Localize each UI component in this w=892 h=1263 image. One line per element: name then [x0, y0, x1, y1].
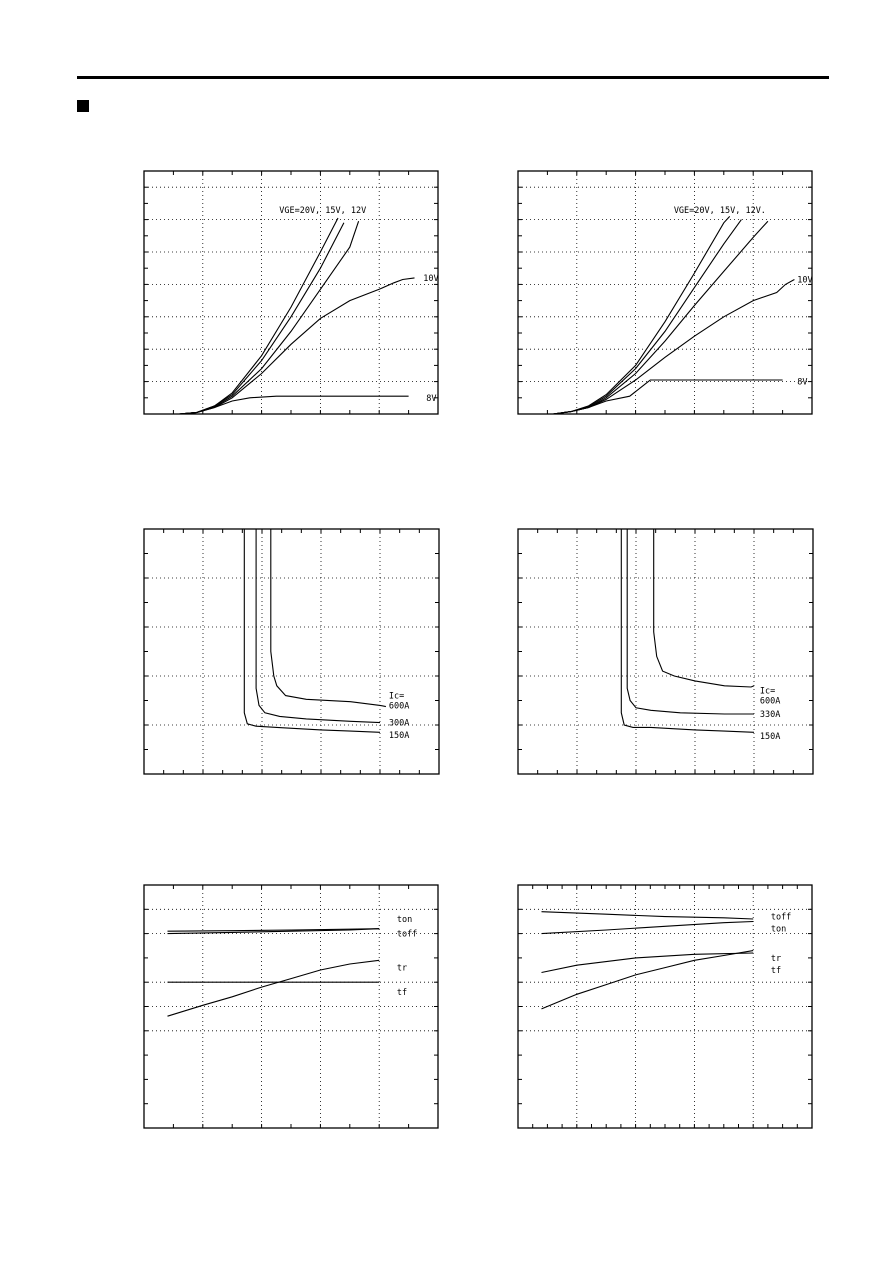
- collector-emitter-voltage-chart: [517, 528, 817, 778]
- series-label: ton: [396, 915, 413, 926]
- series-line: [179, 221, 358, 414]
- series-label: 150A: [388, 730, 410, 741]
- series-label: 150A: [759, 732, 781, 743]
- series-label: 8V: [426, 393, 437, 404]
- series-label: tr: [396, 963, 408, 974]
- series-label: 330A: [759, 709, 781, 720]
- output-characteristics-chart: [517, 170, 817, 418]
- series-label: tf: [396, 987, 408, 998]
- series-line: [168, 960, 380, 1016]
- series-line: [621, 529, 754, 732]
- series-line: [542, 912, 754, 919]
- plot-frame: [518, 171, 812, 414]
- switching-time-chart: [143, 884, 443, 1132]
- series-label: tf: [770, 966, 782, 977]
- series-line: [271, 529, 386, 707]
- series-label: toff: [396, 929, 418, 940]
- series-line: [654, 529, 754, 687]
- series-line: [179, 278, 414, 414]
- series-line: [179, 396, 408, 414]
- series-line: [553, 220, 741, 414]
- series-label: Ic= 600A: [759, 686, 781, 707]
- series-label: ton: [770, 924, 787, 935]
- section-marker: [77, 100, 89, 112]
- series-label: 8V: [797, 377, 808, 388]
- header-rule: [77, 76, 829, 79]
- series-label: 10V: [797, 275, 813, 286]
- collector-emitter-voltage-chart: [143, 528, 443, 778]
- series-label: 10V: [423, 273, 439, 284]
- series-line: [553, 216, 729, 414]
- series-line: [244, 529, 380, 732]
- series-line: [542, 951, 754, 1009]
- series-line: [553, 280, 794, 415]
- series-label: tr: [770, 953, 782, 964]
- series-line: [256, 529, 380, 723]
- series-label: Ic= 600A: [388, 691, 410, 712]
- series-label: 300A: [388, 718, 410, 729]
- output-characteristics-chart: [143, 170, 443, 418]
- switching-time-chart: [517, 884, 817, 1132]
- series-line: [542, 922, 754, 934]
- series-label: VGE=20V, 15V, 12V: [279, 205, 367, 216]
- series-label: VGE=20V, 15V, 12V.: [673, 205, 766, 216]
- series-line: [553, 221, 768, 414]
- series-line: [553, 380, 782, 414]
- series-label: toff: [770, 912, 792, 923]
